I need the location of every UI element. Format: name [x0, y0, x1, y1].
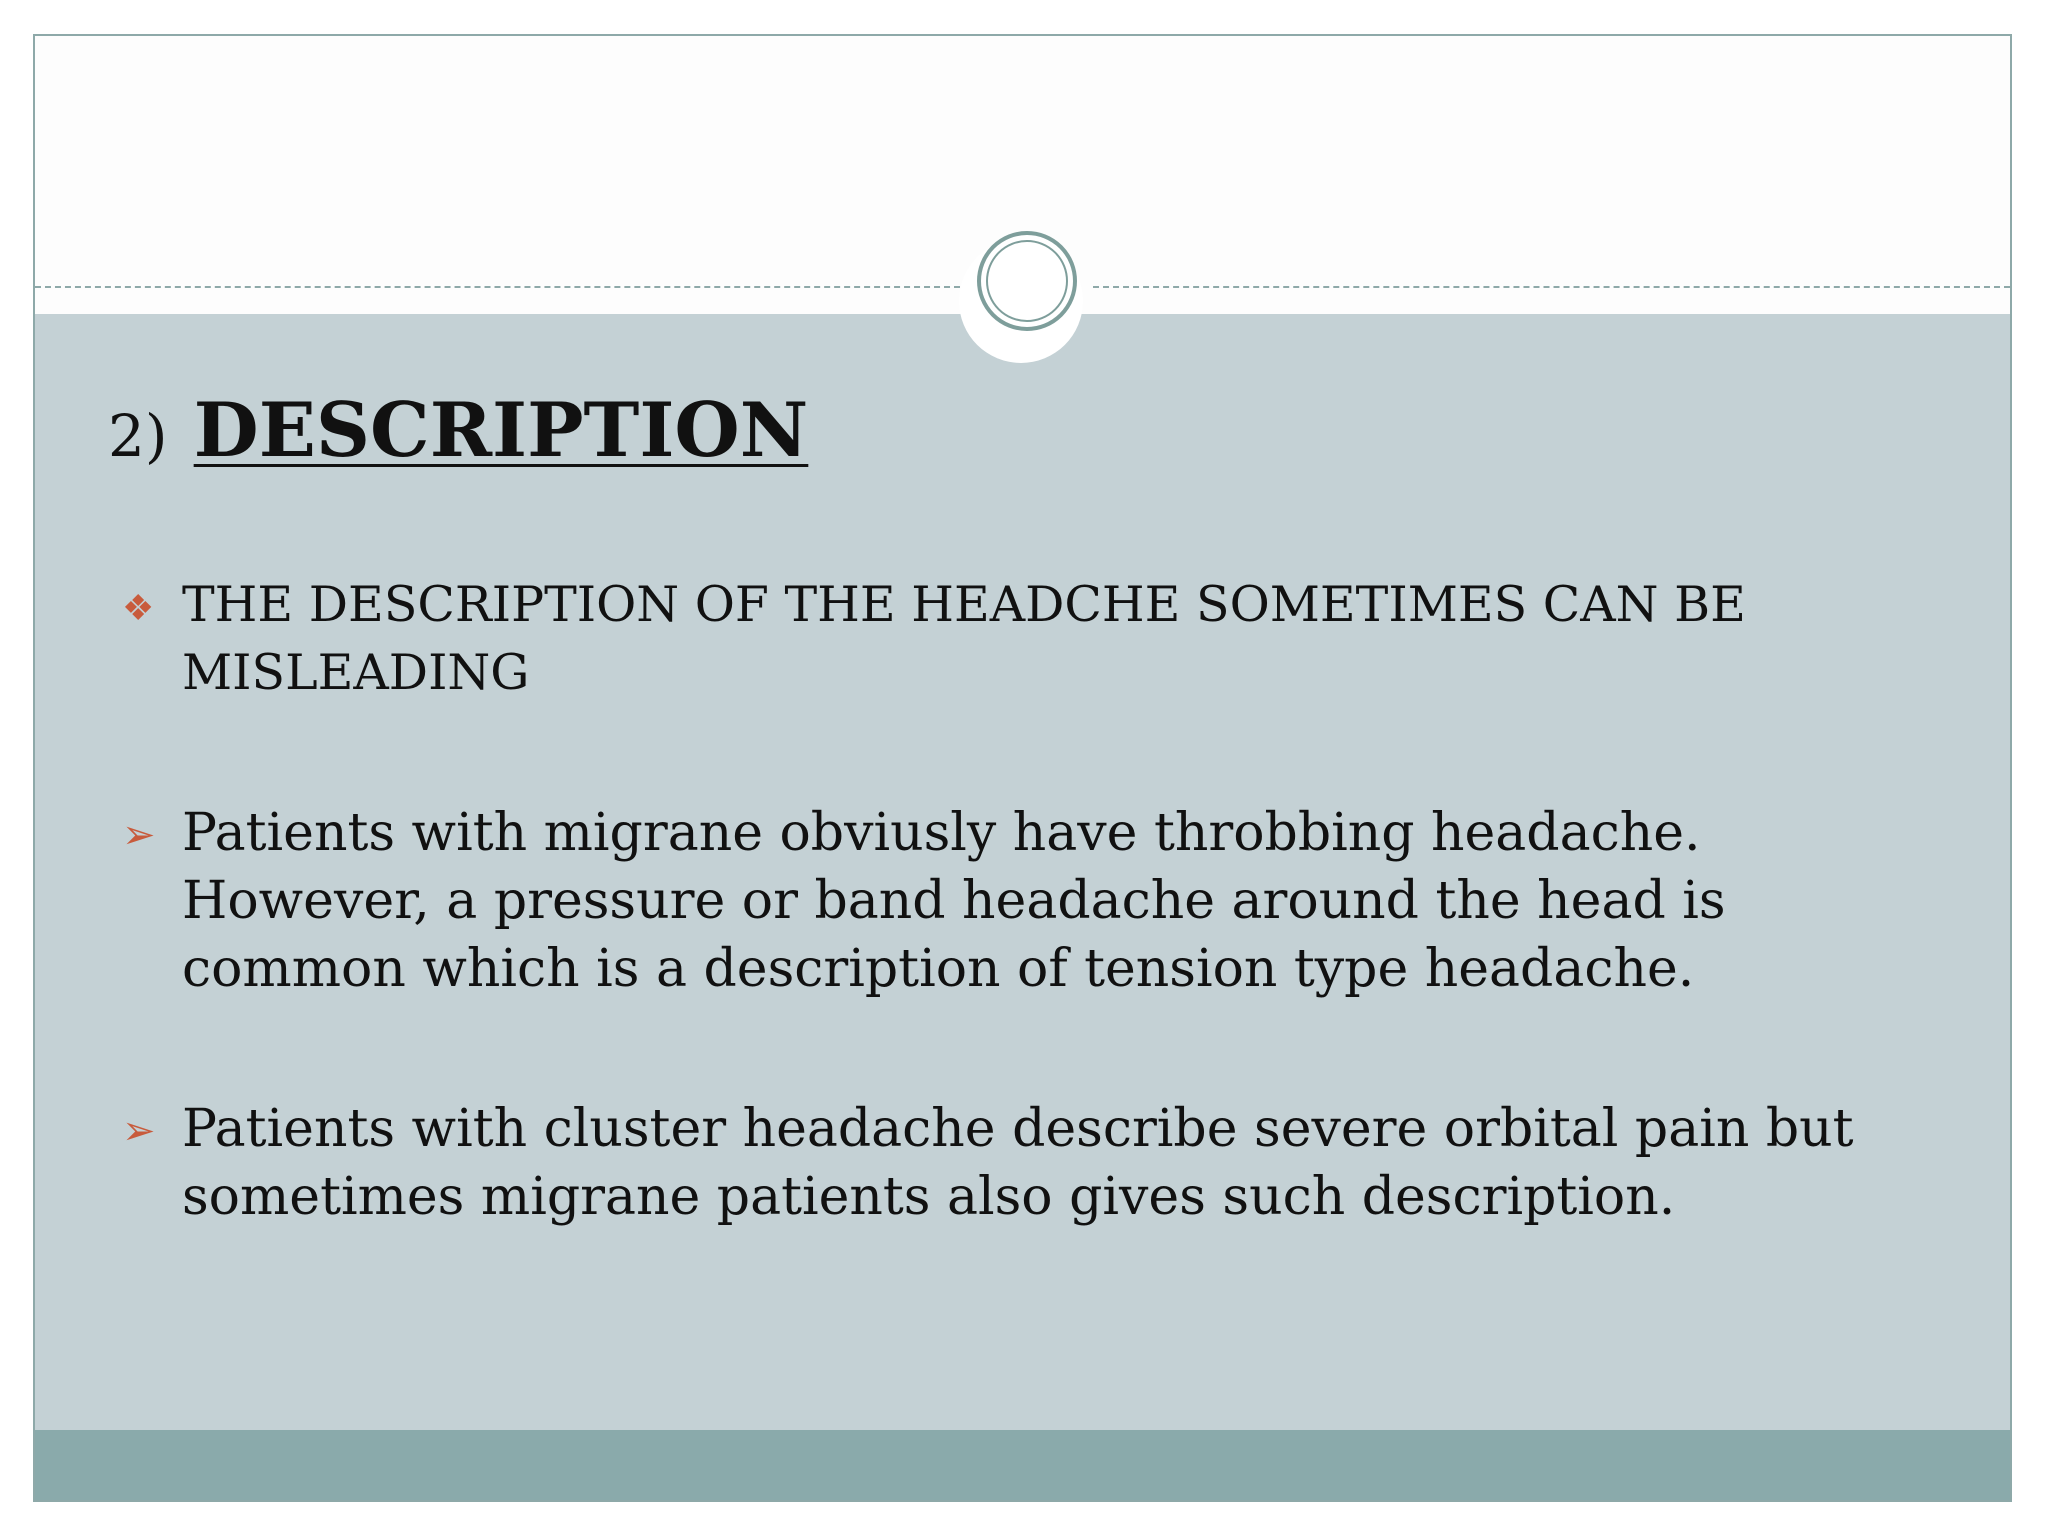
diamond-bullet-icon: ❖ [122, 588, 155, 629]
slide-title [108, 386, 808, 474]
arrowhead-bullet-icon: ➢ [122, 1108, 156, 1154]
bullet-item [90, 799, 1960, 1003]
slide-footer-band [35, 1430, 2010, 1500]
header-dashed-divider-right [1093, 286, 2010, 288]
bullet-item [90, 571, 1960, 707]
bullet-item [90, 1095, 1960, 1231]
arrowhead-bullet-icon: ➢ [122, 812, 156, 858]
header-dashed-divider-left [35, 286, 960, 288]
bullet-list [90, 571, 1960, 1231]
bullet-text: Patients with migrane obviusly have throbbing headache. However, a pressure or band headache around the head is common which is a description of tension type headache. [182, 803, 1726, 999]
slide-title-number: 2) [108, 402, 168, 470]
circle-ornament-icon [977, 231, 1077, 331]
bullet-text: THE DESCRIPTION OF THE HEADCHE SOMETIMES CAN BE MISLEADING [182, 576, 1746, 701]
slide-title-text: DESCRIPTION [193, 386, 809, 474]
bullet-text: Patients with cluster headache describe severe orbital pain but sometimes migrane patients also gives such description. [182, 1099, 1854, 1227]
slide [33, 34, 2012, 1502]
